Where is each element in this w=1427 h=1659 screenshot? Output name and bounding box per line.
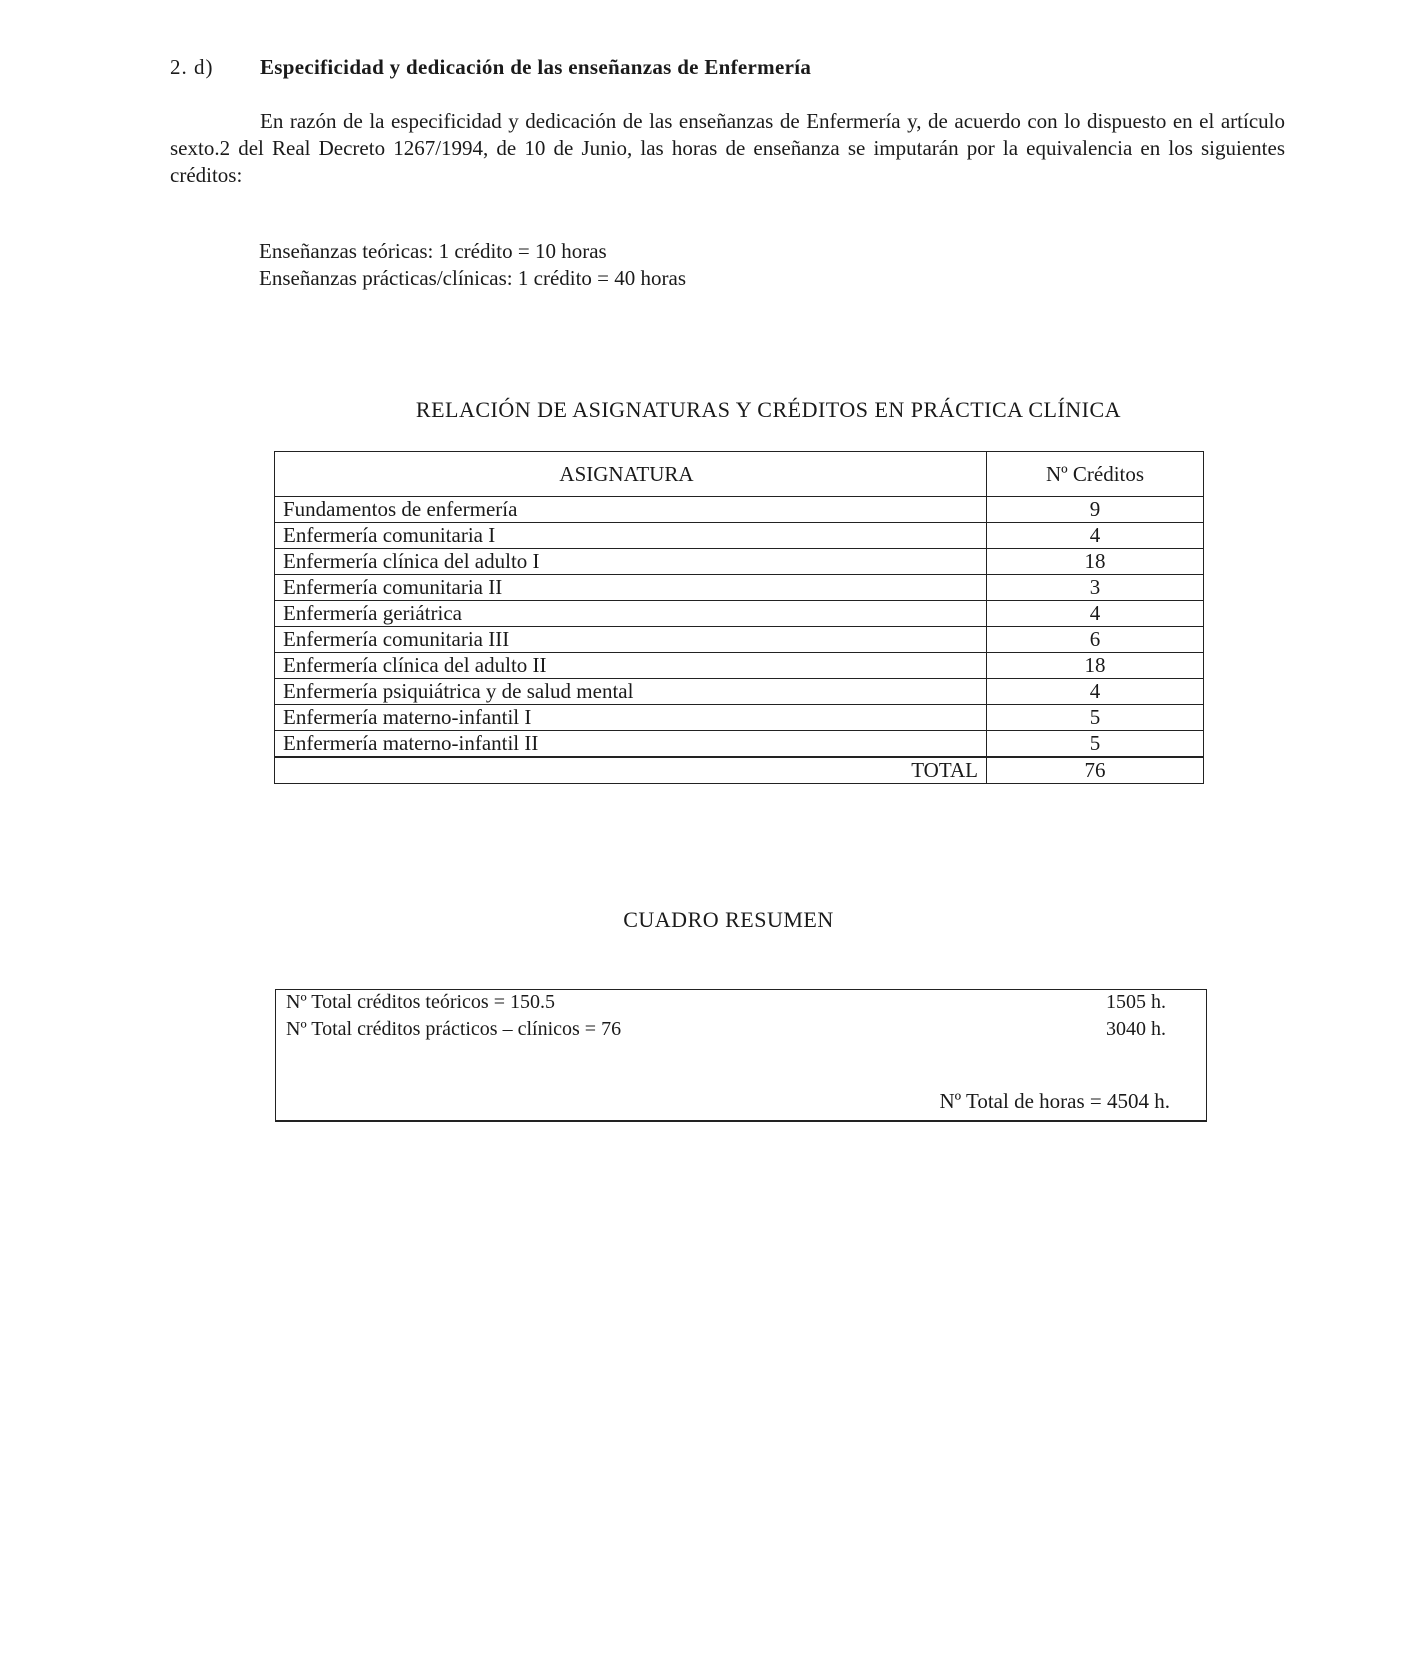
subject-cell: Enfermería psiquiátrica y de salud mental bbox=[275, 679, 987, 705]
credits-cell: 9 bbox=[987, 497, 1204, 523]
table-row bbox=[275, 549, 1204, 575]
intro-paragraph: En razón de la especificidad y dedicación de las enseñanzas de Enfermería y, de acuerdo con lo dispuesto en el artículo sexto.2 del Real Decreto 1267/1994, de 10 de Junio, las horas de enseñanza se imputarán por la equivalencia en los siguientes créditos: bbox=[170, 109, 1285, 187]
total-label: TOTAL bbox=[275, 757, 987, 784]
credits-cell: 5 bbox=[987, 731, 1204, 758]
total-row bbox=[275, 757, 1204, 784]
subject-cell: Fundamentos de enfermería bbox=[275, 497, 987, 523]
table-row bbox=[275, 653, 1204, 679]
subject-cell: Enfermería comunitaria I bbox=[275, 523, 987, 549]
summary-title: CUADRO RESUMEN bbox=[623, 907, 834, 932]
table-row bbox=[275, 601, 1204, 627]
subject-cell: Enfermería clínica del adulto I bbox=[275, 549, 987, 575]
table-row bbox=[275, 705, 1204, 731]
section-number: 2. d) bbox=[170, 55, 214, 79]
table-row bbox=[275, 731, 1204, 758]
header-credits: Nº Créditos bbox=[987, 452, 1204, 497]
subject-cell: Enfermería materno-infantil I bbox=[275, 705, 987, 731]
credits-cell: 4 bbox=[987, 679, 1204, 705]
equivalence-practice: Enseñanzas prácticas/clínicas: 1 crédito = 40 horas bbox=[259, 266, 687, 290]
header-subject: ASIGNATURA bbox=[275, 452, 987, 497]
equivalence-theory: Enseñanzas teóricas: 1 crédito = 10 horas bbox=[259, 239, 607, 263]
credits-cell: 18 bbox=[987, 549, 1204, 575]
section-heading bbox=[170, 55, 811, 80]
credits-table-body bbox=[275, 497, 1204, 784]
subject-cell: Enfermería geriátrica bbox=[275, 601, 987, 627]
summary-practice-hours: 3040 h. bbox=[1106, 1018, 1166, 1040]
summary-row-practice bbox=[286, 1018, 1166, 1041]
summary-total-hours: Nº Total de horas = 4504 h. bbox=[939, 1089, 1170, 1113]
credits-cell: 3 bbox=[987, 575, 1204, 601]
credits-table-header bbox=[275, 452, 1204, 497]
summary-row-theory bbox=[286, 991, 1166, 1014]
credits-cell: 4 bbox=[987, 523, 1204, 549]
total-value: 76 bbox=[987, 757, 1204, 784]
credits-table-title: RELACIÓN DE ASIGNATURAS Y CRÉDITOS EN PRÁCTICA CLÍNICA bbox=[415, 397, 1122, 422]
summary-title-wrap bbox=[0, 907, 1427, 933]
subject-cell: Enfermería materno-infantil II bbox=[275, 731, 987, 758]
subject-cell: Enfermería comunitaria II bbox=[275, 575, 987, 601]
summary-box bbox=[275, 989, 1207, 1122]
table-row bbox=[275, 575, 1204, 601]
summary-theory-label: Nº Total créditos teóricos = 150.5 bbox=[286, 991, 555, 1013]
table-row bbox=[275, 627, 1204, 653]
summary-practice-label: Nº Total créditos prácticos – clínicos = 76 bbox=[286, 1018, 622, 1040]
credits-table bbox=[274, 451, 1204, 784]
summary-theory-hours: 1505 h. bbox=[1106, 991, 1166, 1013]
credits-cell: 4 bbox=[987, 601, 1204, 627]
credits-cell: 5 bbox=[987, 705, 1204, 731]
table-row bbox=[275, 497, 1204, 523]
credits-cell: 18 bbox=[987, 653, 1204, 679]
credits-table-title-wrap bbox=[0, 397, 1427, 423]
section-title: Especificidad y dedicación de las enseñanzas de Enfermería bbox=[260, 55, 812, 79]
equivalences-list bbox=[259, 238, 686, 292]
subject-cell: Enfermería comunitaria III bbox=[275, 627, 987, 653]
table-row bbox=[275, 679, 1204, 705]
credits-cell: 6 bbox=[987, 627, 1204, 653]
subject-cell: Enfermería clínica del adulto II bbox=[275, 653, 987, 679]
table-row bbox=[275, 523, 1204, 549]
